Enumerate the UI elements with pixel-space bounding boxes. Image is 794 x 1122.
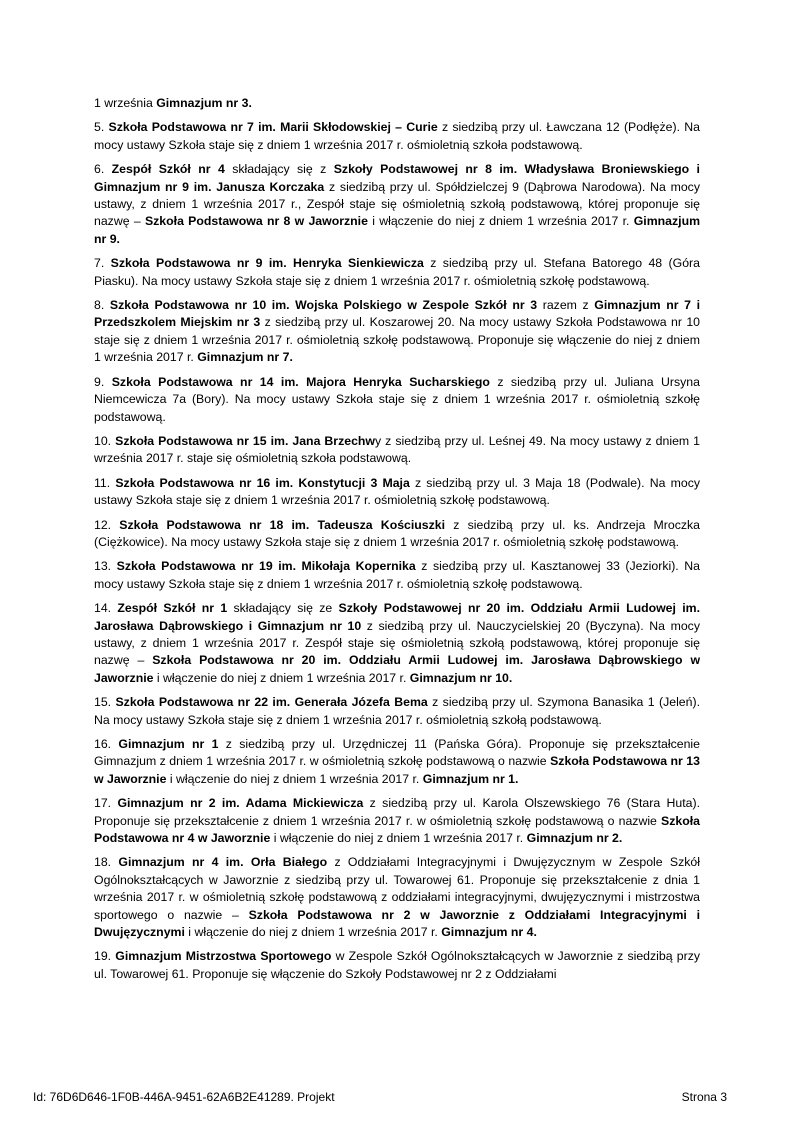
document-body	[94, 95, 700, 990]
list-paragraph	[94, 600, 700, 687]
text-run: z siedzibą przy ul. ks. Andrzeja Mroczka (Ciężkowice). Na mocy ustawy Szkoła staje się z dniem 1 września 2017 r. ośmioletnią szkołę podstawową.	[94, 517, 700, 549]
list-paragraph	[94, 95, 700, 112]
bold-text-run: Gimnazjum nr 4.	[441, 925, 537, 940]
bold-text-run: Szkoła Podstawowa nr 20 im. Oddziału Armii Ludowej im. Jarosława Dąbrowskiego w Jaworznie	[94, 653, 701, 685]
text-run: y z siedzibą przy ul. Leśnej 49. Na mocy ustawy z dniem 1 września 2017 r. staje się ośmioletnią szkoła podstawową.	[94, 433, 701, 466]
text-run: 12.	[94, 517, 120, 532]
text-run: z siedzibą przy ul. Kasztanowej 33 (Jeziorki). Na mocy ustawy Szkoła staje się z dniem 1 września 2017 r. ośmioletnią szkołę podstawową.	[94, 559, 700, 591]
page-number: Strona 3	[681, 1090, 727, 1104]
bold-text-run: Gimnazjum nr 4 im. Orła Białego	[118, 855, 328, 870]
bold-text-run: Gimnazjum nr 1.	[422, 771, 519, 786]
bold-text-run: Szkoła Podstawowa nr 16 im. Konstytucji 3 Maja	[115, 475, 410, 490]
text-run: razem z	[537, 298, 595, 313]
text-run: składający się ze	[227, 601, 339, 616]
text-run: i włączenie do niej z dniem 1 września 2017 r.	[270, 831, 527, 846]
bold-text-run: Szkoła Podstawowa nr 18 im. Tadeusza Kościuszki	[119, 517, 446, 532]
bold-text-run: Gimnazjum nr 2 im. Adama Mickiewicza	[117, 796, 364, 811]
text-run: z siedzibą przy ul. Ławczana 12 (Podłęże). Na mocy ustawy Szkoła staje się z dniem 1 września 2017 r. ośmioletnią szkoła podstawową.	[94, 120, 700, 152]
bold-text-run: Szkoła Podstawowa nr 22 im. Generała Józefa Bema	[115, 695, 428, 710]
list-paragraph	[94, 119, 700, 154]
bold-text-run: Szkoła Podstawowa nr 9 im. Henryka Sienkiewicza	[110, 256, 424, 271]
bold-text-run: Gimnazjum nr 7 i Przedszkolem Miejskim nr 3	[94, 298, 700, 330]
text-run: 5.	[94, 120, 109, 135]
bold-text-run: Szkoła Podstawowa nr 19 im. Mikołaja Kopernika	[116, 559, 416, 574]
text-run: i włączenie do niej z dniem 1 września 2017 r.	[184, 925, 442, 940]
text-run: 19.	[94, 949, 116, 964]
list-paragraph	[94, 433, 700, 468]
bold-text-run: Szkoły Podstawowej nr 8 im. Władysława Broniewskiego i Gimnazjum nr 9 im. Janusza Korczaka	[94, 162, 700, 194]
text-run: i włączenie do niej z dniem 1 września 2017 r.	[367, 214, 634, 229]
text-run: składający się z	[224, 162, 334, 177]
text-run: 14.	[94, 601, 118, 616]
text-run: z siedzibą przy ul. 3 Maja 18 (Podwale). Na mocy ustawy Szkoła staje się z dniem 1 września 2017 r. ośmioletnią szkołę podstawową.	[94, 475, 700, 508]
text-run: 6.	[94, 162, 112, 177]
text-run: 10.	[94, 433, 116, 448]
bold-text-run: Szkoła Podstawowa nr 7 im. Marii Skłodowskiej – Curie	[108, 120, 438, 135]
bold-text-run: Gimnazjum nr 10.	[409, 670, 513, 685]
bold-text-run: Szkoła Podstawowa nr 13 w Jaworznie	[94, 754, 700, 786]
list-paragraph	[94, 854, 700, 941]
list-paragraph	[94, 558, 700, 593]
document-id: Id: 76D6D646-1F0B-446A-9451-62A6B2E41289. Projekt	[33, 1090, 335, 1104]
text-run: 17.	[94, 796, 118, 811]
text-run: 11.	[94, 475, 116, 490]
text-run: 7.	[94, 256, 111, 271]
text-run: z Oddziałami Integracyjnymi i Dwujęzycznym w Zespole Szkół Ogólnokształcących w Jaworznie z siedzibą przy ul. Towarowej 61. Proponuje się przekształcenie z dnia 1 września 2017 r. w ośmioletnią szkołę podstawową z oddziałami integracyjnymi, dwujęzycznymi i mistrzostwa sportowego o nazwie –	[94, 855, 700, 922]
text-run: z siedzibą przy ul. Karola Olszewskiego 76 (Stara Huta). Proponuje się przekształcenie z dniem 1 września 2017 r. w ośmioletnią szkołę podstawową o nazwie	[94, 796, 700, 828]
list-paragraph	[94, 694, 700, 729]
text-run: 8.	[94, 298, 110, 313]
bold-text-run: Szkoła Podstawowa nr 8 w Jaworznie	[144, 214, 368, 229]
text-run: w Zespole Szkół Ogólnokształcących w Jaworznie z siedzibą przy ul. Towarowej 61. Proponuje się włączenie do Szkoły Podstawowej nr 2 z Oddziałami	[94, 949, 701, 981]
text-run: 18.	[94, 855, 119, 870]
text-run: z siedzibą przy ul. Spółdzielczej 9 (Dąbrowa Narodowa). Na mocy ustawy, z dniem 1 września 2017 r., Zespół staje się ośmioletnią szkołą podstawową, której proponuje się nazwę –	[94, 179, 700, 229]
bold-text-run: Szkoła Podstawowa nr 2 w Jaworznie z Oddziałami Integracyjnymi i Dwujęzycznymi	[94, 907, 701, 940]
bold-text-run: Szkoła Podstawowa nr 14 im. Majora Henryka Sucharskiego	[111, 374, 490, 389]
text-run: i włączenie do niej z dniem 1 września 2017 r.	[153, 670, 410, 685]
bold-text-run: Gimnazjum nr 3.	[156, 96, 252, 110]
list-paragraph	[94, 297, 700, 367]
page-footer	[33, 1090, 727, 1105]
bold-text-run: Gimnazjum nr 1	[118, 737, 219, 751]
bold-text-run: Szkoła Podstawowa nr 10 im. Wojska Polskiego w Zespole Szkół nr 3	[109, 298, 538, 313]
bold-text-run: Zespół Szkół nr 4	[111, 162, 225, 177]
bold-text-run: Gimnazjum nr 7.	[197, 350, 293, 365]
list-paragraph	[94, 736, 700, 788]
text-run: z siedzibą przy ul. Stefana Batorego 48 (Góra Piasku). Na mocy ustawy Szkoła staje się z dniem 1 września 2017 r. ośmioletnią szkołę podstawową.	[94, 256, 700, 288]
text-run: i włączenie do niej z dniem 1 września 2017 r.	[166, 771, 423, 786]
bold-text-run: Gimnazjum nr 9.	[94, 214, 701, 246]
list-paragraph	[94, 161, 700, 248]
text-run: 16.	[94, 737, 119, 751]
text-run: z siedzibą przy ul. Szymona Banasika 1 (Jeleń). Na mocy ustawy Szkoła staje się z dniem 1 września 2017 r. ośmioletnią szkołą podstawową.	[94, 695, 700, 727]
bold-text-run: Gimnazjum Mistrzostwa Sportowego	[115, 949, 332, 964]
list-paragraph	[94, 255, 700, 290]
list-paragraph	[94, 948, 700, 983]
list-paragraph	[94, 795, 700, 847]
text-run: z siedzibą przy ul. Nauczycielskiej 20 (Byczyna). Na mocy ustawy, z dniem 1 września 2017 r. Zespół staje się ośmioletnią szkołą podstawową, której proponuje się nazwę –	[94, 618, 700, 668]
text-run: 9.	[94, 374, 112, 389]
list-paragraph	[94, 517, 700, 552]
list-paragraph	[94, 475, 700, 510]
text-run: 1 września	[94, 96, 157, 110]
text-run: z siedzibą przy ul. Juliana Ursyna Niemcewicza 7a (Bory). Na mocy ustawy Szkoła staje się z dniem 1 września 2017 r. ośmioletnią szkołę podstawową.	[94, 374, 700, 424]
text-run: z siedzibą przy ul. Koszarowej 20. Na mocy ustawy Szkoła Podstawowa nr 10 staje się z dniem 1 września 2017 r. ośmioletnią szkołę podstawową. Proponuje się włączenie do niej z dniem 1 września 2017 r.	[94, 315, 700, 365]
bold-text-run: Szkoła Podstawowa nr 15 im. Jana Brzechw	[115, 433, 375, 448]
list-paragraph	[94, 374, 700, 426]
text-run: 13.	[94, 559, 117, 574]
bold-text-run: Szkoła Podstawowa nr 4 w Jaworznie	[94, 813, 700, 846]
text-run: z siedzibą przy ul. Urzędniczej 11 (Pańska Góra). Proponuje się przekształcenie Gimnazjum z dniem 1 września 2017 r. w ośmioletnią szkołę podstawową o nazwie	[94, 737, 700, 769]
bold-text-run: Szkoły Podstawowej nr 20 im. Oddziału Armii Ludowej im. Jarosława Dąbrowskiego i Gimnazjum nr 10	[94, 601, 700, 633]
text-run: 15.	[94, 695, 116, 710]
bold-text-run: Gimnazjum nr 2.	[526, 831, 623, 846]
bold-text-run: Zespół Szkół nr 1	[117, 601, 228, 616]
